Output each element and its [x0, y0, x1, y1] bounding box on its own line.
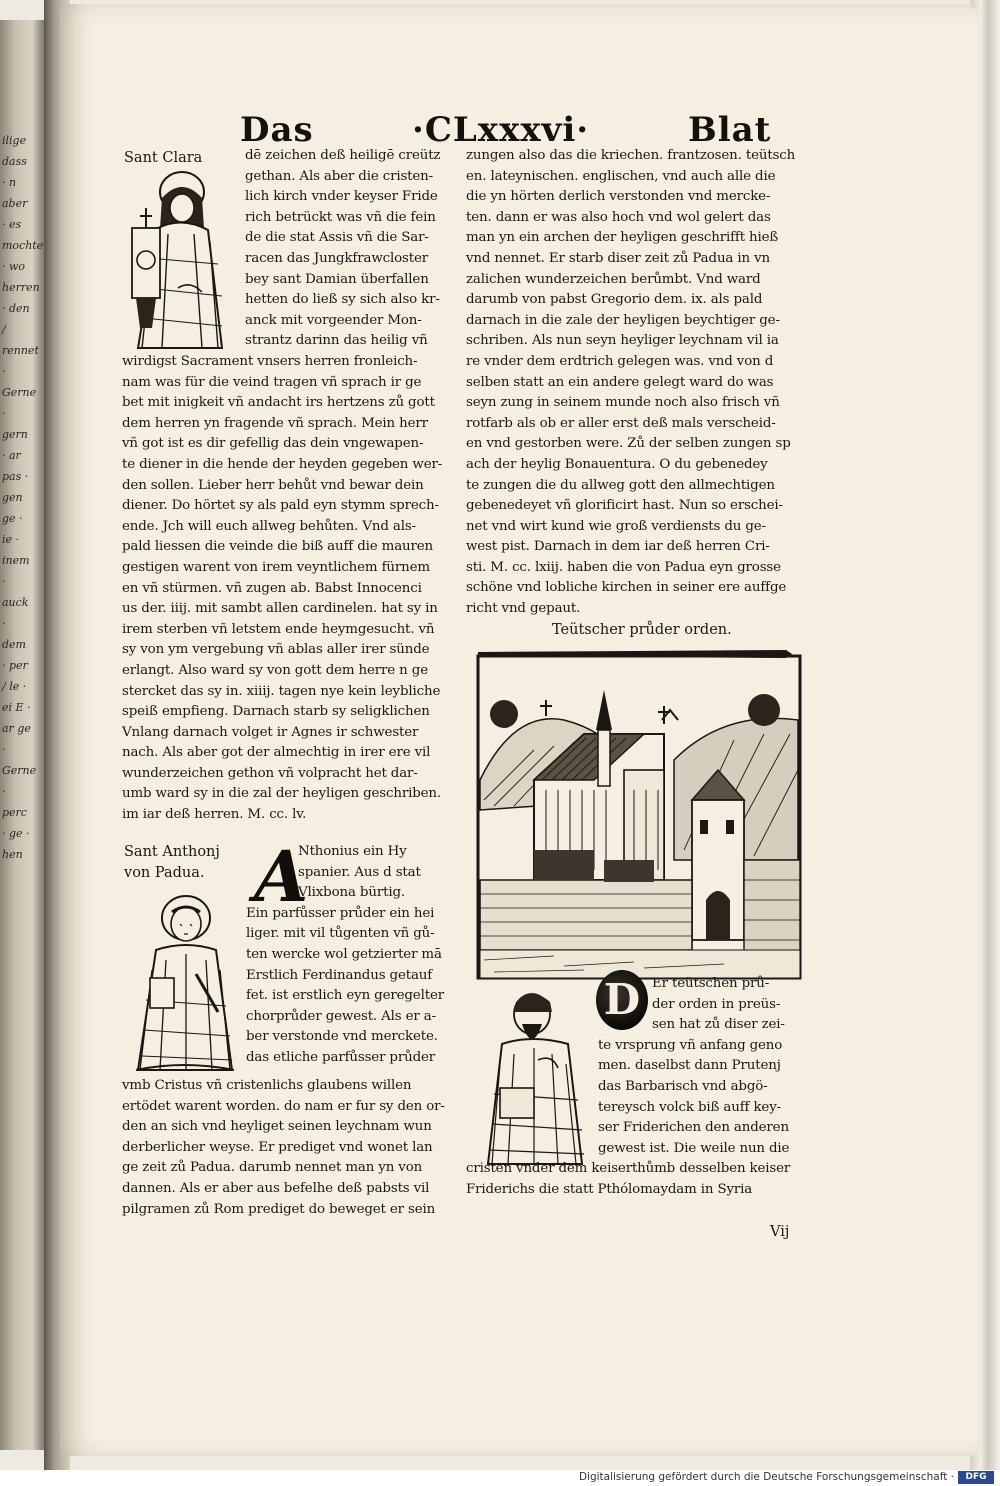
text-line: dannen. Als er aber aus befelhe deß pabsts vil: [122, 1180, 430, 1196]
saint-clara-label: Sant Clara: [124, 150, 203, 166]
text-line: ertödet warent worden. do nam er fur sy den or-: [122, 1098, 445, 1114]
text-line: derberlicher weyse. Er prediget vnd wonet lan: [122, 1139, 433, 1155]
text-line: im iar deß herren. M. cc. lv.: [122, 807, 307, 823]
text-line: das Barbarisch vnd abgö-: [598, 1078, 768, 1094]
text-line: richt vnd gepaut.: [466, 601, 581, 617]
text-line: gewest ist. Die weile nun die: [598, 1140, 790, 1156]
text-line: rich betrückt was vñ die fein: [245, 209, 436, 225]
anthony-text-main: [122, 1076, 460, 1220]
text-line: pilgramen zů Rom prediget do beweget er sein: [122, 1201, 436, 1217]
text-line: te diener in die hende der heyden gegeben wer-: [122, 456, 443, 472]
clara-text-narrow: [245, 146, 457, 352]
text-line: vmb Cristus vñ cristenlichs glaubens willen: [122, 1078, 412, 1093]
text-line: schriben. Als nun seyn heyliger leychnam vil ia: [466, 333, 779, 349]
dropcap-a: A: [254, 835, 309, 918]
text-line: dē zeichen deß heiligē creütz: [245, 148, 441, 163]
header-right: Blat: [688, 110, 772, 150]
text-line: gestigen warent von irem veyntlichem fürnem: [122, 559, 430, 575]
text-line: strantz darinn das heilig vñ: [245, 333, 428, 349]
anthony-text-narrow: [246, 835, 460, 1069]
text-line: liger. mit vil tůgenten vñ gů-: [246, 926, 435, 942]
text-line: Erstlich Ferdinandus getauf: [246, 967, 433, 983]
text-line: en. lateynischen. englischen, vnd auch alle die: [466, 168, 776, 184]
left-page-fragments: ilige dass · n aber · es mochte · wo herren · den / rennet · Gerne · gern · ar pas · gen ge · ie · inem · auck · dem · per / le · ei E · ar ge · Gerne · perc · ge · hen: [2, 134, 44, 861]
text-line: Vnlang darnach volget ir Agnes ir schwester: [122, 724, 419, 740]
text-line: vñ got ist es dir gefellig das dein vngewapen-: [122, 436, 424, 452]
text-line: ser Friderichen den anderen: [598, 1120, 789, 1136]
text-line: umb ward sy in die zal der heyligen geschriben.: [122, 786, 442, 802]
right-column-text: [466, 146, 802, 620]
text-line: tereysch volck biß auff key-: [598, 1099, 781, 1115]
text-line: ende. Jch will euch allweg behůten. Vnd als-: [122, 518, 416, 534]
text-line: dem herren yn fragende vñ sprach. Mein herr: [122, 415, 428, 431]
text-line: lich kirch vnder keyser Fride: [245, 189, 438, 205]
text-line: racen das Jungkfrawcloster: [245, 250, 429, 266]
text-line: irem sterben vñ letstem ende heymgesucht. vñ: [122, 621, 435, 637]
text-line: darumb von pabst Gregorio dem. ix. als pald: [466, 292, 763, 308]
text-line: stercket das sy in. xiiij. tagen nye kein leybliche: [122, 683, 441, 699]
saint-anthony-woodcut: [126, 890, 242, 1076]
text-line: de die stat Assis vñ die Sar-: [245, 230, 429, 246]
text-line: erlangt. Also ward sy von gott dem herre n ge: [122, 662, 428, 678]
text-line: man yn ein archen der heyligen geschrifft hieß: [466, 230, 779, 246]
text-line: die yn hörten derlich verstonden vnd mercke-: [466, 189, 771, 205]
text-line: cristen vnder dem keiserthůmb desselben keiser: [466, 1161, 791, 1176]
text-line: fet. ist erstlich eyn geregelter: [246, 988, 444, 1004]
folio-number: ·CLxxxvi·: [412, 110, 590, 150]
text-line: anck mit vorgeender Mon-: [245, 312, 422, 328]
text-line: darnach in die zale der heyligen beychtiger ge-: [466, 312, 780, 328]
dropcap-d: D: [596, 970, 648, 1030]
text-line: gebenedeyet vñ glorificirt hast. Nun so erschei-: [466, 498, 783, 514]
text-line: sy von ym vergebung vñ ablas aller irer sünde: [122, 642, 430, 658]
text-line: hetten do ließ sy sich also kr-: [245, 292, 440, 308]
text-line: ten wercke wol getzierter mā: [246, 946, 442, 962]
clara-text-main: [122, 352, 460, 826]
text-line: net vnd wirt kund wie groß verdiensts du ge-: [466, 518, 766, 534]
text-line: nach. Als aber got der almechtig in irer ere vil: [122, 745, 431, 761]
text-line: diener. Do hörtet sy als pald eyn stymm sprech-: [122, 498, 439, 514]
text-line: speiß empfieng. Darnach starb sy seligklichen: [122, 704, 430, 720]
saint-anthony-label-line1: Sant Anthonj: [124, 844, 220, 860]
text-line: Nthonius ein Hy: [298, 844, 407, 859]
text-line: wirdigst Sacrament vnsers herren fronleich-: [122, 354, 418, 369]
text-line: te zungen die du allweg gott den allmechtigen: [466, 477, 775, 493]
text-line: bey sant Damian überfallen: [245, 271, 429, 287]
text-line: Ein parfůsser průder ein hei: [246, 905, 435, 921]
city-woodcut: [474, 650, 804, 980]
text-line: zalichen wunderzeichen berůmbt. Vnd ward: [466, 271, 761, 287]
footer-credit: Digitalisierung gefördert durch die Deutsche Forschungsgemeinschaft ·: [578, 1471, 954, 1483]
text-line: pald liessen die veinde die biß auff die mauren: [122, 539, 433, 555]
saint-anthony-label: [124, 842, 220, 884]
dfg-logo: DFG: [958, 1471, 994, 1484]
text-line: wunderzeichen gethon vñ volpracht het dar-: [122, 765, 418, 781]
text-line: ten. dann er was also hoch vnd wol gelert das: [466, 209, 771, 225]
text-line: us der. iiij. mit sambt allen cardinelen. hat sy in: [122, 601, 438, 617]
text-line: seyn zung in seinem munde noch also frisch vñ: [466, 395, 780, 411]
text-line: sti. M. cc. lxiij. haben die von Padua eyn grosse: [466, 559, 781, 575]
text-line: bet mit inigkeit vñ andacht irs hertzens zů gott: [122, 395, 435, 411]
text-line: ge zeit zů Padua. darumb nennet man yn von: [122, 1160, 423, 1176]
text-line: Friderichs die statt Pthólomaydam in Syria: [466, 1181, 753, 1197]
teutonic-order-heading: Teütscher průder orden.: [552, 622, 732, 638]
saint-anthony-label-line2: von Padua.: [124, 865, 205, 881]
text-line: spanier. Aus d stat: [298, 864, 421, 880]
teutonic-text-wide: [466, 1159, 810, 1200]
text-line: Er teütschen prů-: [652, 976, 770, 991]
text-line: en vnd gestorben were. Zů der selben zungen sp: [466, 436, 791, 452]
text-line: west pist. Darnach in dem iar deß herren Cri-: [466, 539, 770, 555]
text-line: schöne vnd lobliche kirchen in seiner ere auffge: [466, 580, 787, 596]
saint-clara-woodcut: [118, 168, 242, 354]
text-line: das etliche parfůsser průder: [246, 1049, 436, 1065]
text-line: zungen also das die kriechen. frantzosen. teütsch: [466, 148, 796, 163]
text-line: re vnder dem erdtrich gelegen was. vnd von d: [466, 353, 774, 369]
text-line: en vñ stürmen. vñ zugen ab. Babst Innocenci: [122, 580, 422, 596]
text-line: sen hat zů diser zei-: [652, 1017, 785, 1033]
text-line: rotfarb als ob er aller erst deß mals verscheid-: [466, 415, 776, 431]
text-line: men. daselbst dann Prutenj: [598, 1058, 781, 1074]
text-line: den sollen. Lieber herr behůt vnd bewar dein: [122, 477, 424, 493]
text-line: vnd nennet. Er starb diser zeit zů Padua in vn: [466, 250, 770, 266]
text-line: ber verstonde vnd merckete.: [246, 1029, 438, 1045]
header-left: Das: [240, 110, 314, 150]
text-line: gethan. Als aber die cristen-: [245, 168, 434, 184]
text-line: den an sich vnd heyliget seinen leychnam wun: [122, 1119, 432, 1135]
text-line: chorprůder gewest. Als er a-: [246, 1008, 436, 1024]
text-line: ach der heylig Bonauentura. O du gebenedey: [466, 456, 768, 472]
text-line: der orden in preüs-: [652, 996, 781, 1012]
text-line: selben statt an ein andere gelegt ward do was: [466, 374, 774, 390]
text-line: nam was für die veind tragen vñ sprach ir ge: [122, 374, 422, 390]
text-line: Vlixbona bürtig.: [298, 885, 405, 901]
text-line: te vrsprung vñ anfang geno: [598, 1037, 783, 1053]
catchword: Vij: [770, 1224, 790, 1240]
teutonic-knight-woodcut: [478, 984, 594, 1168]
teutonic-text-narrow: [598, 974, 810, 1159]
